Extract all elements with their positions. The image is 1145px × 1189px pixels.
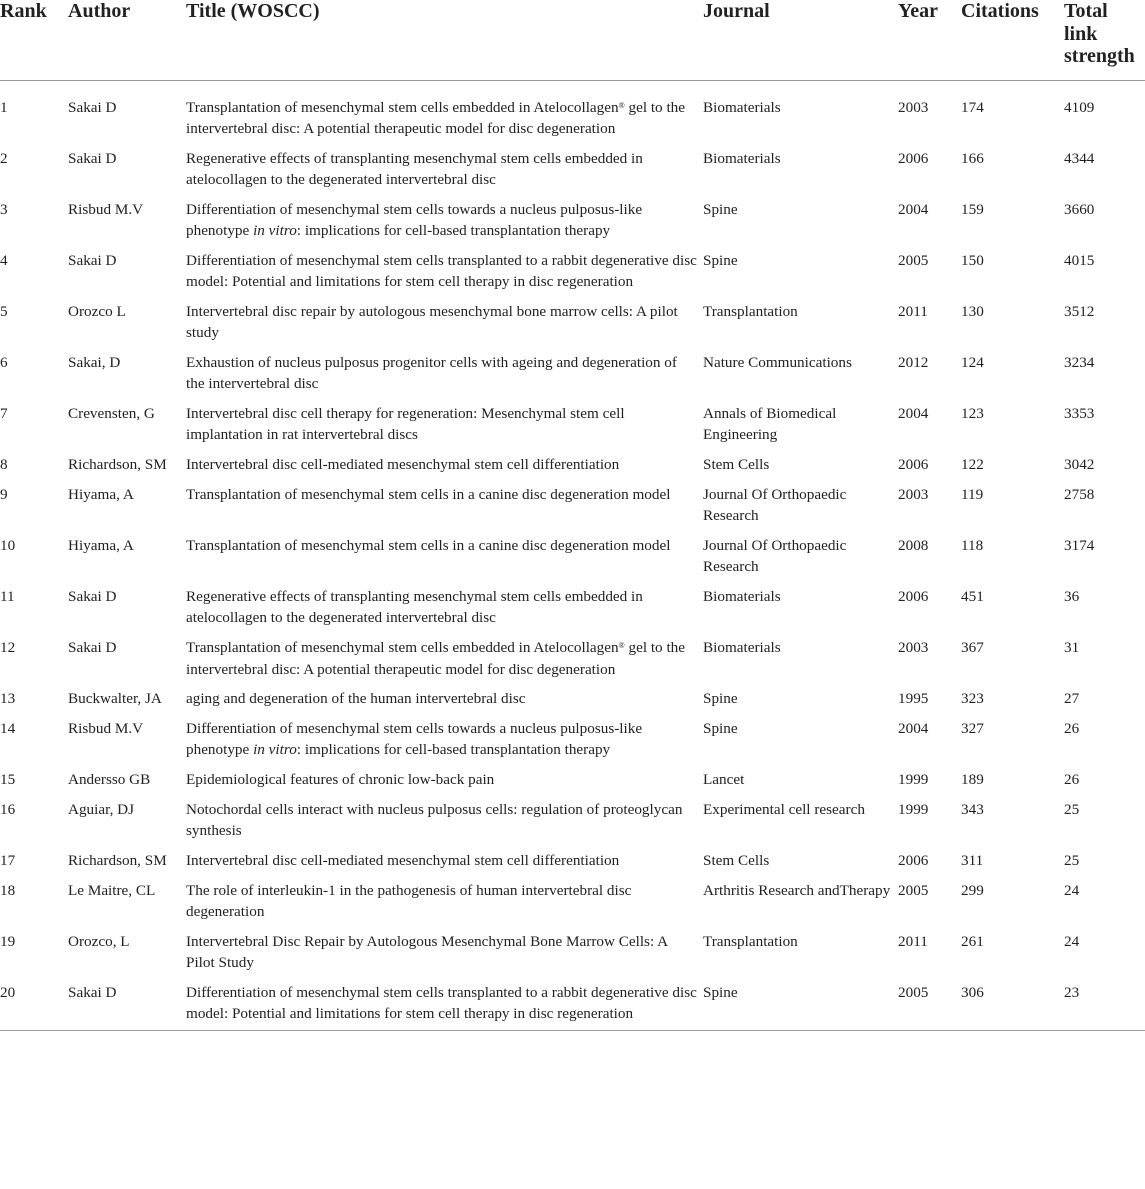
cell-total-link-strength: 26 — [1064, 771, 1080, 789]
cell-title: aging and degeneration of the human intervertebral disc — [186, 690, 526, 708]
table-row — [0, 250, 1145, 301]
cell-journal: Spine — [703, 200, 738, 218]
cell-rank: 12 — [0, 639, 16, 657]
cell-title: Transplantation of mesenchymal stem cells in a canine disc degeneration model — [186, 485, 671, 503]
table-row — [0, 403, 1145, 454]
cell-year: 2005 — [898, 982, 961, 1030]
cell-author: Risbud M.V — [68, 720, 144, 738]
table-row — [0, 982, 1145, 1030]
cell-journal: Journal Of Orthopaedic Research — [703, 485, 847, 525]
cell-author: Sakai D — [68, 251, 117, 269]
table-row — [0, 718, 1145, 769]
cell-total-link-strength: 3512 — [1064, 302, 1095, 320]
cell-author: Richardson, SM — [68, 456, 167, 474]
cell-citations: 159 — [961, 200, 984, 218]
cell-journal: Annals of Biomedical Engineering — [703, 405, 837, 444]
cell-citations: 367 — [961, 639, 984, 657]
cell-rank: 20 — [0, 982, 68, 1030]
cell-citations: 343 — [961, 801, 984, 819]
cell-year: 2004 — [898, 405, 929, 423]
cell-journal: Transplantation — [703, 933, 798, 950]
registered-mark: ® — [618, 100, 625, 110]
table-row — [0, 301, 1145, 352]
cell-journal: Spine — [703, 251, 738, 269]
title-text-part: : implications for cell-based transplantation therapy — [296, 221, 611, 239]
cell-citations: 124 — [961, 353, 984, 371]
cell-total-link-strength: 24 — [1064, 881, 1080, 899]
header-journal: Journal — [703, 0, 898, 80]
cell-author: Richardson, SM — [68, 852, 167, 870]
cell-journal: Journal Of Orthopaedic Research — [703, 537, 847, 576]
cell-year: 2006 — [898, 588, 929, 606]
cell-year: 2006 — [898, 456, 929, 474]
cell-citations: 130 — [961, 302, 984, 320]
cell-author: Le Maitre, CL — [68, 881, 156, 899]
cell-rank: 11 — [0, 588, 15, 606]
cell-author: Sakai D — [68, 982, 186, 1030]
cell-year: 2006 — [898, 149, 929, 167]
table-row — [0, 880, 1145, 931]
registered-mark: ® — [618, 641, 625, 651]
cell-rank: 19 — [0, 933, 16, 950]
header-author: Author — [68, 0, 186, 80]
cell-citations: 189 — [961, 771, 984, 789]
table-row — [0, 799, 1145, 850]
cell-rank: 16 — [0, 801, 16, 819]
cell-total-link-strength: 3042 — [1064, 456, 1095, 474]
cell-title: Intervertebral disc cell-mediated mesenchymal stem cell differentiation — [186, 852, 620, 870]
cell-citations: 323 — [961, 690, 984, 708]
cell-author: Sakai D — [68, 149, 117, 167]
cell-year: 2003 — [898, 639, 929, 657]
cell-total-link-strength: 3174 — [1064, 537, 1095, 555]
cell-total-link-strength: 24 — [1064, 933, 1080, 950]
header-rank: Rank — [0, 0, 68, 80]
cell-rank: 5 — [0, 302, 8, 320]
cell-title: Transplantation of mesenchymal stem cells embedded in Atelocollagen® gel to the intervertebral disc: A potential therapeutic model for disc degeneration — [186, 98, 685, 137]
cell-rank: 7 — [0, 405, 8, 423]
cell-total-link-strength: 36 — [1064, 588, 1080, 606]
table-row — [0, 352, 1145, 403]
cell-journal: Biomaterials — [703, 149, 781, 167]
cell-total-link-strength: 3660 — [1064, 200, 1095, 218]
cell-total-link-strength: 4344 — [1064, 149, 1095, 167]
table-row — [0, 80, 1145, 148]
cell-journal: Experimental cell research — [703, 801, 865, 819]
cell-year: 1999 — [898, 771, 929, 789]
cell-title: Regenerative effects of transplanting mesenchymal stem cells embedded in atelocollagen to the degenerated intervertebral disc — [186, 588, 643, 627]
cell-author: Buckwalter, JA — [68, 690, 162, 708]
header-citations: Citations — [961, 0, 1064, 80]
title-text-part: Differentiation of mesenchymal stem cells towards a nucleus pulposus-like phenotype — [186, 720, 643, 759]
table-row — [0, 199, 1145, 250]
cell-title — [186, 718, 703, 769]
table-row — [0, 769, 1145, 799]
cell-title: Intervertebral Disc Repair by Autologous Mesenchymal Bone Marrow Cells: A Pilot Study — [186, 933, 668, 972]
cell-rank: 14 — [0, 720, 16, 738]
cell-author: Orozco, L — [68, 933, 130, 950]
cell-citations: 119 — [961, 485, 984, 503]
cell-citations: 122 — [961, 456, 984, 474]
cell-total-link-strength: 25 — [1064, 852, 1080, 870]
cell-total-link-strength: 3353 — [1064, 405, 1095, 423]
cell-author: Sakai, D — [68, 353, 121, 371]
cell-rank: 17 — [0, 852, 16, 870]
cell-rank: 2 — [0, 149, 8, 167]
cell-author: Sakai D — [68, 588, 117, 606]
cell-journal: Biomaterials — [703, 98, 781, 116]
title-italic-part: in vitro — [253, 221, 297, 239]
cell-total-link-strength: 23 — [1064, 982, 1145, 1030]
cell-author: Sakai D — [68, 98, 117, 116]
cell-author: Crevensten, G — [68, 405, 155, 423]
header-total-link-strength: Total link strength — [1064, 0, 1145, 80]
cell-citations: 123 — [961, 405, 984, 423]
cell-year: 2003 — [898, 485, 929, 503]
cell-rank: 8 — [0, 456, 8, 474]
cell-year: 2008 — [898, 537, 929, 555]
cell-journal: Nature Communications — [703, 353, 852, 371]
cell-year: 1995 — [898, 690, 929, 708]
cell-rank: 9 — [0, 485, 8, 503]
title-text-part: : implications for cell-based transplantation therapy — [296, 741, 611, 759]
cell-journal: Spine — [703, 720, 738, 738]
table-row — [0, 688, 1145, 718]
cell-author: Sakai D — [68, 639, 117, 657]
cell-citations: 306 — [961, 982, 1064, 1030]
cell-journal: Stem Cells — [703, 456, 770, 474]
cell-author: Hiyama, A — [68, 485, 134, 503]
cell-total-link-strength: 3234 — [1064, 353, 1095, 371]
cell-total-link-strength: 2758 — [1064, 485, 1095, 503]
cell-journal: Lancet — [703, 771, 745, 789]
cell-year: 2006 — [898, 852, 929, 870]
cell-title: The role of interleukin-1 in the pathogenesis of human intervertebral disc degeneration — [186, 881, 632, 921]
cell-rank: 6 — [0, 353, 8, 371]
cell-year: 2004 — [898, 200, 929, 218]
cell-journal: Biomaterials — [703, 588, 781, 606]
cell-year: 2005 — [898, 251, 929, 269]
cell-title: Transplantation of mesenchymal stem cells embedded in Atelocollagen® gel to the intervertebral disc: A potential therapeutic model for disc degeneration — [186, 639, 685, 678]
cell-author: Hiyama, A — [68, 537, 134, 555]
cell-rank: 10 — [0, 537, 16, 555]
table-row — [0, 148, 1145, 199]
cell-title: Transplantation of mesenchymal stem cells in a canine disc degeneration model — [186, 537, 671, 555]
cell-rank: 3 — [0, 200, 8, 218]
table-row — [0, 586, 1145, 637]
cell-title — [186, 199, 703, 250]
cell-citations: 174 — [961, 98, 984, 116]
cell-year: 2012 — [898, 353, 929, 371]
table-row — [0, 850, 1145, 880]
table-header — [0, 0, 1145, 80]
cell-citations: 150 — [961, 251, 984, 269]
cell-total-link-strength: 26 — [1064, 720, 1080, 738]
cell-journal: Spine — [703, 690, 738, 708]
cell-title: Exhaustion of nucleus pulposus progenitor cells with ageing and degeneration of the intervertebral disc — [186, 353, 677, 393]
title-text-part: Differentiation of mesenchymal stem cells towards a nucleus pulposus-like phenotype — [186, 200, 643, 239]
header-year: Year — [898, 0, 961, 80]
cell-year: 2011 — [898, 933, 928, 950]
cell-total-link-strength: 25 — [1064, 801, 1080, 819]
cell-journal: Transplantation — [703, 302, 798, 320]
table-row — [0, 931, 1145, 982]
cell-journal: Spine — [703, 982, 898, 1030]
table-row — [0, 454, 1145, 484]
header-row — [0, 0, 1145, 80]
cell-title: Intervertebral disc repair by autologous mesenchymal bone marrow cells: A pilot study — [186, 302, 678, 342]
title-italic-part: in vitro — [253, 741, 297, 759]
header-title: Title (WOSCC) — [186, 0, 703, 80]
cell-rank: 13 — [0, 690, 16, 708]
cell-citations: 327 — [961, 720, 984, 738]
cell-citations: 166 — [961, 149, 984, 167]
cell-title: Epidemiological features of chronic low-back pain — [186, 771, 495, 789]
cell-citations: 451 — [961, 588, 984, 606]
cell-total-link-strength: 4109 — [1064, 98, 1095, 116]
cell-author: Aguiar, DJ — [68, 801, 135, 819]
cell-year: 1999 — [898, 801, 929, 819]
cell-year: 2003 — [898, 98, 929, 116]
cell-citations: 311 — [961, 852, 984, 870]
cell-rank: 15 — [0, 771, 16, 789]
cell-total-link-strength: 31 — [1064, 639, 1080, 657]
cell-total-link-strength: 27 — [1064, 690, 1080, 708]
cell-title: Notochordal cells interact with nucleus pulposus cells: regulation of proteoglycan synthesis — [186, 801, 683, 840]
cell-year: 2005 — [898, 881, 929, 899]
table-row — [0, 484, 1145, 535]
table-body — [0, 80, 1145, 1030]
table-row — [0, 637, 1145, 688]
cell-author: Orozco L — [68, 302, 126, 320]
cell-title: Regenerative effects of transplanting mesenchymal stem cells embedded in atelocollagen to the degenerated intervertebral disc — [186, 149, 643, 188]
cell-citations: 118 — [961, 537, 984, 555]
cell-rank: 18 — [0, 881, 16, 899]
cell-title: Differentiation of mesenchymal stem cells transplanted to a rabbit degenerative disc model: Potential and limitations for stem cell therapy in disc regeneration — [186, 982, 703, 1030]
cell-title: Differentiation of mesenchymal stem cells transplanted to a rabbit degenerative disc model: Potential and limitations for stem cell therapy in disc regeneration — [186, 251, 697, 291]
cell-author: Risbud M.V — [68, 200, 144, 218]
table-row — [0, 535, 1145, 586]
cell-journal: Stem Cells — [703, 852, 770, 870]
cell-journal: Arthritis Research andTherapy — [703, 881, 891, 899]
cell-journal: Biomaterials — [703, 639, 781, 657]
cell-total-link-strength: 4015 — [1064, 251, 1095, 269]
cell-rank: 1 — [0, 98, 8, 116]
cell-rank: 4 — [0, 251, 8, 269]
cell-year: 2004 — [898, 720, 929, 738]
cell-citations: 261 — [961, 933, 984, 950]
cell-author: Andersso GB — [68, 771, 151, 789]
cell-title: Intervertebral disc cell therapy for regeneration: Mesenchymal stem cell implantation in rat intervertebral discs — [186, 405, 625, 444]
cell-year: 2011 — [898, 302, 928, 320]
cell-citations: 299 — [961, 881, 984, 899]
cell-title: Intervertebral disc cell-mediated mesenchymal stem cell differentiation — [186, 456, 620, 474]
